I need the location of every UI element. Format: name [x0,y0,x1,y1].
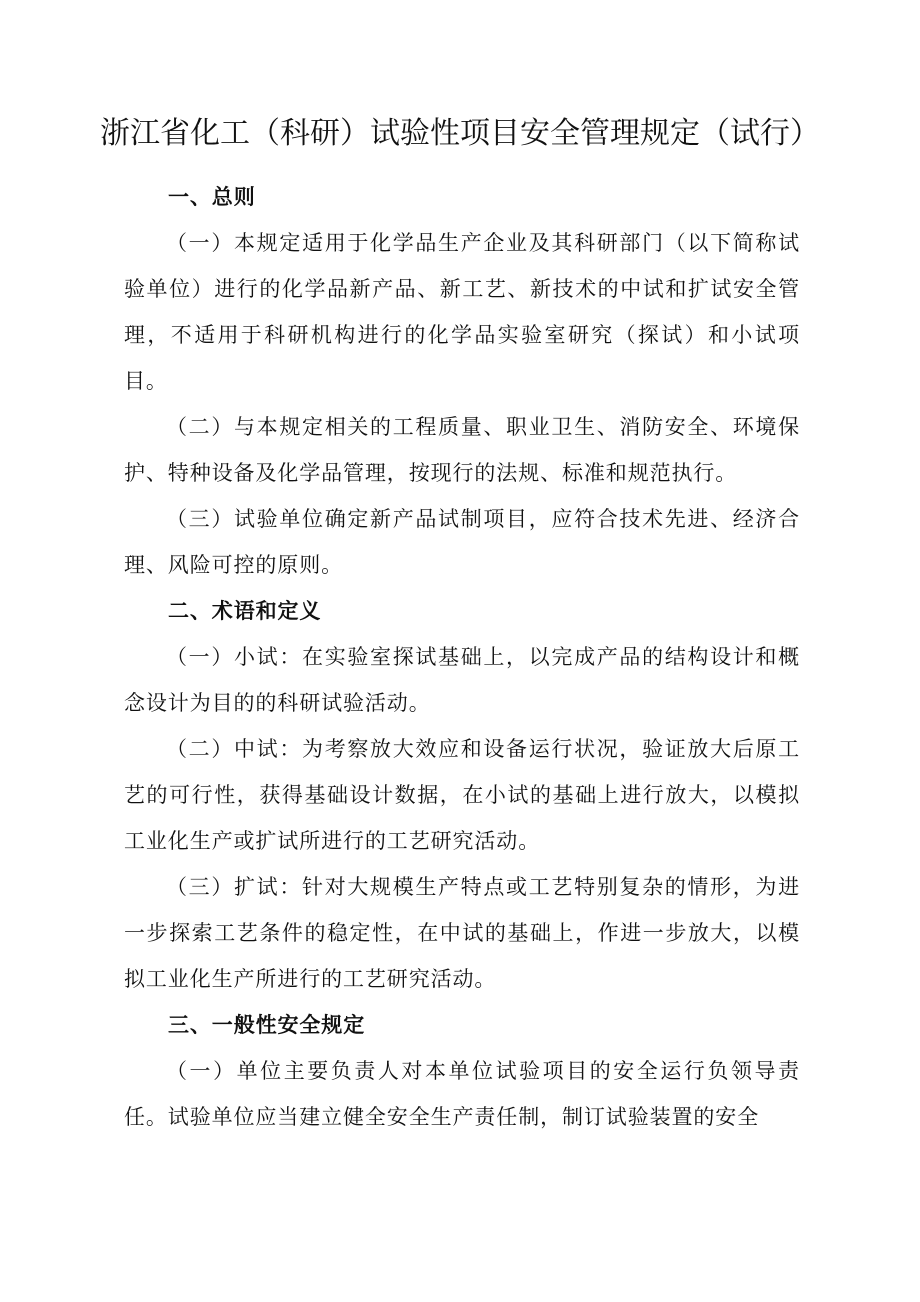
section-heading-general: 一、总则 [168,185,256,209]
document-title: 浙江省化工（科研）试验性项目安全管理规定（试行） [100,116,820,151]
section-heading-safety: 三、一般性安全规定 [168,1013,366,1037]
paragraph-definitions-2: （二）中试：为考察放大效应和设备运行状况，验证放大后原工艺的可行性，获得基础设计数据，在小试的基础上进行放大，以模拟工业化生产或扩试所进行的工艺研究活动。 [124,737,800,853]
paragraph-definitions-3: （三）扩试：针对大规模生产特点或工艺特别复杂的情形，为进一步探索工艺条件的稳定性，在中试的基础上，作进一步放大，以模拟工业化生产所进行的工艺研究活动。 [124,875,800,991]
document-body [124,174,800,1140]
paragraph-general-2: （二）与本规定相关的工程质量、职业卫生、消防安全、环境保护、特种设备及化学品管理，按现行的法规、标准和规范执行。 [124,415,800,485]
paragraph-safety-1: （一）单位主要负责人对本单位试验项目的安全运行负领导责任。试验单位应当建立健全安全生产责任制，制订试验装置的安全 [124,1059,800,1129]
paragraph-general-1: （一）本规定适用于化学品生产企业及其科研部门（以下简称试验单位）进行的化学品新产品、新工艺、新技术的中试和扩试安全管理，不适用于科研机构进行的化学品实验室研究（探试）和小试项目。 [124,231,800,393]
section-heading-definitions: 二、术语和定义 [168,599,322,623]
paragraph-general-3: （三）试验单位确定新产品试制项目，应符合技术先进、经济合理、风险可控的原则。 [124,507,800,577]
paragraph-definitions-1: （一）小试：在实验室探试基础上，以完成产品的结构设计和概念设计为目的的科研试验活动。 [124,645,800,715]
